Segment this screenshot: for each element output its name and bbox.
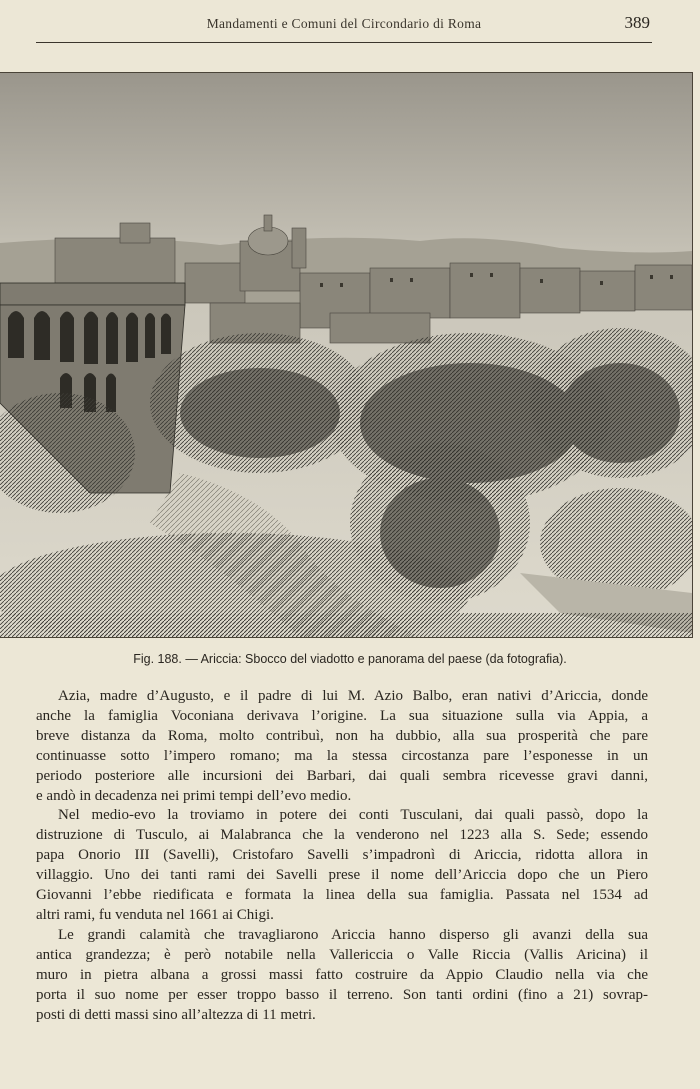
text-line: villaggio. Uno dei tanti rami dei Savelli prese il nome dell’Ariccia dopo che un Piero [36,867,648,884]
paragraph [36,687,648,806]
text-line: e andò in decadenza nei primi tempi dell’evo medio. [36,787,352,804]
text-line: Azia, madre d’Augusto, e il padre di lui M. Azio Balbo, eran nativi d’Ariccia, donde [58,688,648,704]
text-line: continuasse sotto l’impero romano; ma la stessa circostanza pare l’esponesse in un [36,747,648,764]
paragraph [36,806,648,925]
figure-caption: Fig. 188. — Ariccia: Sbocco del viadotto e panorama del paese (da fotografia). [133,652,567,666]
text-line: Le grandi calamità che travagliarono Ariccia hanno disperso gli avanzi della sua [58,926,648,943]
text-line: altri rami, fu venduta nel 1661 ai Chigi. [36,906,274,923]
text-line: distruzione di Tusculo, ai Malabranca che la venderono nel 1223 alla S. Sede; essendo [36,827,648,844]
text-line: antica grandezza; è però notabile nella Vallericcia o Valle Riccia (Vallis Aricina) il [36,946,648,963]
text-line: papa Onorio III (Savelli), Cristofaro Savelli s’impadronì di Ariccia, ridotta allora in [36,847,648,864]
text-line: porta il suo nome per esser troppo basso il terreno. Son tanti ordini (fino a 21) sovrap- [36,986,648,1003]
text-line: Giovanni l’ebbe riedificata e formata la linea della sua famiglia. Passata nel 1534 ad [36,887,648,904]
engraving-illustration [0,72,693,638]
page-header [36,10,652,43]
text-line: anche la famiglia Voconiana derivava l’origine. La sua situazione sulla via Appia, a [36,707,648,724]
text-line: Nel medio-evo la troviamo in potere dei conti Tusculani, dai quali passò, dopo la [58,807,648,824]
text-line: breve distanza da Roma, molto contribuì, non ha dubbio, alla sua prosperità che pare [36,727,648,744]
text-line: periodo posteriore alle incursioni dei Barbari, dai quali sembra ricevesse gravi danni, [36,767,648,784]
paragraph [36,926,648,1026]
text-line: posti di detti massi sino all’altezza di 11 metri. [36,1006,316,1023]
text-line: muro in pietra albana a grossi massi fatto costruire da Appio Claudio nella via che [36,966,648,983]
running-title: Mandamenti e Comuni del Circondario di Roma [206,16,482,31]
body-text [36,687,648,1025]
page-number: 389 [624,13,650,32]
